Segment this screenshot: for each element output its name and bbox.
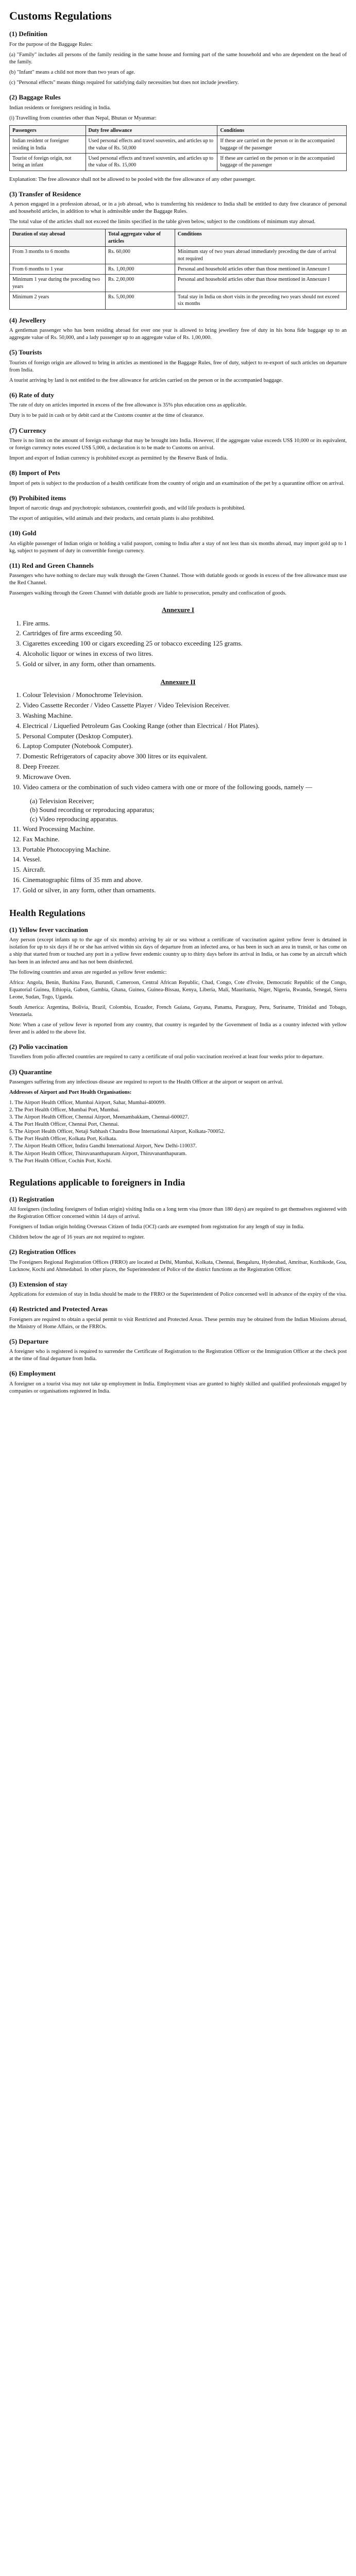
list-item: 3. Cigarettes exceeding 100 or cigars exceeding 25 or tobacco exceeding 125 grams. <box>23 639 347 649</box>
section-heading: (3) Quarantine <box>9 1067 52 1076</box>
annexure-1-title: Annexure I <box>162 606 194 614</box>
list-item: 14. Vessel. <box>23 855 347 865</box>
section-heading: (1) Definition <box>9 30 48 38</box>
addresses-intro: Addresses of Airport and Port Health Organisations: <box>9 1090 132 1096</box>
list-item: 9. Microwave Oven. <box>23 772 347 782</box>
list-item: 7. Domestic Refrigerators of capacity above 300 litres or its equivalent. <box>23 752 347 761</box>
section-para: A foreigner on a tourist visa may not take up employment in India. Employment visas are granted to highly skilled and qualified professionals engaged by companies or organisations registered in India. <box>9 1381 347 1394</box>
foreigners-title: Regulations applicable to foreigners in India <box>9 1177 185 1188</box>
section-para: (c) "Personal effects" means things required for satisfying daily necessities but does not include jewellery. <box>9 80 239 86</box>
table-cell: Used personal effects and travel souvenirs, and articles up to the value of Rs. 50,000 <box>86 136 217 154</box>
address-item: 5. The Airport Health Officer, Netaji Subhash Chandra Bose International Airport, Kolkata-700052. <box>9 1129 225 1135</box>
table-header: Duration of stay abroad <box>10 229 106 247</box>
section-heading: (5) Departure <box>9 1337 48 1345</box>
section-heading: (2) Polio vaccination <box>9 1043 68 1051</box>
table-cell: Personal and household articles other than those mentioned in Annexure I <box>175 275 346 292</box>
section-heading: (11) Red and Green Channels <box>9 561 94 569</box>
section-heading: (6) Rate of duty <box>9 391 55 399</box>
section-heading: (8) Import of Pets <box>9 469 60 477</box>
section-para: Import of narcotic drugs and psychotropic substances, counterfeit goods, and wild life products is prohibited. <box>9 505 246 511</box>
section-heading: (5) Tourists <box>9 348 42 357</box>
list-item: 10. Video camera or the combination of such video camera with one or more of the following goods, namely — <box>23 783 347 792</box>
table-cell: Rs. 1,00,000 <box>105 264 175 274</box>
section-para: Foreigners of Indian origin holding Overseas Citizen of India (OCI) cards are exempted from registration for any length of stay in India. <box>9 1224 304 1230</box>
table-cell: Personal and household articles other than those mentioned in Annexure I <box>175 264 346 274</box>
address-list <box>9 1099 347 1165</box>
table-cell: Rs. 2,00,000 <box>105 275 175 292</box>
address-item: 1. The Airport Health Officer, Mumbai Airport, Sahar, Mumbai-400099. <box>9 1100 166 1106</box>
section-para: (i) Travelling from countries other than Nepal, Bhutan or Myanmar: <box>9 115 157 121</box>
table-row <box>10 136 347 154</box>
section-heading: (9) Prohibited items <box>9 494 66 502</box>
list-item: 4. Alcoholic liquor or wines in excess of two litres. <box>23 649 347 659</box>
residence-table <box>9 229 347 310</box>
table-cell: From 6 months to 1 year <box>10 264 106 274</box>
address-item: 9. The Port Health Officer, Cochin Port, Kochi. <box>9 1158 112 1164</box>
explanation-text: Explanation: The free allowance shall not be allowed to be pooled with the free allowance of any other passenger. <box>9 176 256 182</box>
table-row <box>10 153 347 171</box>
table-header: Passengers <box>10 125 86 135</box>
list-item: 15. Aircraft. <box>23 865 347 875</box>
section-para: Tourists of foreign origin are allowed to bring in articles as mentioned in the Baggage Rules, free of duty, subject to re-export of such articles on departure from India. <box>9 360 347 373</box>
section-para: The Foreigners Regional Registration Offices (FRRO) are located at Delhi, Mumbai, Kolkata, Chennai, Bengaluru, Hyderabad, Amritsar, Kozhikode, Goa, Lucknow, Kochi and Ahmedabad. In other places, the Superintendent of Police of the district functions as the Registration Officer. <box>9 1259 347 1273</box>
table-cell: Minimum 2 years <box>10 292 106 310</box>
section-para: For the purpose of the Baggage Rules: <box>9 41 93 47</box>
address-item: 7. The Airport Health Officer, Indira Gandhi International Airport, New Delhi-110037. <box>9 1143 197 1149</box>
section-para: All foreigners (including foreigners of Indian origin) visiting India on a long term visa (more than 180 days) are required to get themselves registered with the Registration Officer concerned within 14 days of arrival. <box>9 1207 347 1220</box>
list-item: 13. Portable Photocopying Machine. <box>23 845 347 855</box>
section-heading: (10) Gold <box>9 529 37 537</box>
table-header: Total aggregate value of articles <box>105 229 175 247</box>
section-heading: (2) Baggage Rules <box>9 93 61 101</box>
section-para: Note: When a case of yellow fever is reported from any country, that country is regarded by the Government of India as a country infected with yellow fever and is added to the above list. <box>9 1022 347 1036</box>
list-item: 8. Deep Freezer. <box>23 762 347 772</box>
table-cell: If these are carried on the person or in the accompanied baggage of the passenger <box>217 136 347 154</box>
address-item: 3. The Airport Health Officer, Chennai Airport, Meenambakkam, Chennai-600027. <box>9 1114 189 1121</box>
section-para: Import and export of Indian currency is prohibited except as permitted by the Reserve Bank of India. <box>9 455 228 462</box>
list-item: 2. Cartridges of fire arms exceeding 50. <box>23 629 347 638</box>
address-item: 8. The Airport Health Officer, Thiruvananthapuram Airport, Thiruvananthapuram. <box>9 1150 187 1157</box>
list-item: 1. Colour Television / Monochrome Television. <box>23 690 347 700</box>
health-content <box>9 925 347 1165</box>
section-para: An eligible passenger of Indian origin or holding a valid passport, coming to India after a stay of not less than six months abroad, may import gold up to 1 kg, subject to payment of duty in convertible foreign currency. <box>9 540 347 554</box>
table-cell: From 3 months to 6 months <box>10 247 106 264</box>
list-item: (b) Sound recording or reproducing apparatus; <box>30 806 155 814</box>
section-para: (b) "Infant" means a child not more than two years of age. <box>9 70 135 76</box>
allowance-table <box>9 125 347 171</box>
list-item: 12. Fax Machine. <box>23 835 347 844</box>
section-para: Import of pets is subject to the production of a health certificate from the country of origin and an examination of the pet by a quarantine officer on arrival. <box>9 480 345 486</box>
section-para: Foreigners are required to obtain a special permit to visit Restricted and Protected Areas. These permits may be obtained from the Indian Missions abroad, the Ministry of Home Affairs, or the FRROs. <box>9 1316 347 1330</box>
section-heading: (3) Extension of stay <box>9 1280 68 1288</box>
section-para: Africa: Angola, Benin, Burkina Faso, Burundi, Cameroon, Central African Republic, Chad, Congo, Cote d'Ivoire, Democratic Republic of the Congo, Equatorial Guinea, Ethiopia, Gabon, Gambia, Ghana, Guinea, Guinea-Bissau, Kenya, Liberia, Mali, Mauritania, Niger, Nigeria, Rwanda, Senegal, Sierra Leone, Sudan, Togo, Uganda. <box>9 979 347 1000</box>
section-para: (a) "Family" includes all persons of the family residing in the same house and forming part of the same household and who are dependent on the head of the family. <box>9 52 347 65</box>
annexure-2-list <box>9 690 347 792</box>
annexure-1-list <box>9 619 347 669</box>
table-row <box>10 264 347 274</box>
section-para: A gentleman passenger who has been residing abroad for over one year is allowed to bring jewellery free of duty in his bona fide baggage up to an aggregate value of Rs. 50,000, and a lady passenger up to an aggregate value of Rs. 1,00,000. <box>9 328 347 341</box>
list-item: (c) Video reproducing apparatus. <box>30 815 118 823</box>
customs-sections <box>9 29 347 122</box>
foreigners-content <box>9 1195 347 1395</box>
list-item: 4. Electrical / Liquefied Petroleum Gas Cooking Range (other than Electrical / Hot Plates). <box>23 721 347 731</box>
address-item: 2. The Port Health Officer, Mumbai Port, Mumbai. <box>9 1107 120 1113</box>
section-heading: (3) Transfer of Residence <box>9 190 81 198</box>
address-item: 4. The Port Health Officer, Chennai Port, Chennai. <box>9 1122 119 1128</box>
section-para: Any person (except infants up to the age of six months) arriving by air or sea without a certificate of vaccination against yellow fever is detained in isolation for up to six days if he or she has arrived within six days of departure from an infected area, or has been in such an area in transit, or has come on a ship that started from or touched any port in a yellow fever endemic country up to thirty days before its arrival in India, or has come by an aircraft which has been in an infected area and has not been disinfected. <box>9 937 347 965</box>
table-cell: Minimum 1 year during the preceding two years <box>10 275 106 292</box>
section-para: Applications for extension of stay in India should be made to the FRRO or the Superintendent of Police concerned well in advance of the expiry of the visa. <box>9 1292 347 1298</box>
table-header: Conditions <box>175 229 346 247</box>
section-heading: (4) Restricted and Protected Areas <box>9 1305 108 1313</box>
annexure-2-sublist <box>9 796 347 823</box>
table-cell: Indian resident or foreigner residing in India <box>10 136 86 154</box>
section-para: South America: Argentina, Bolivia, Brazil, Colombia, Ecuador, French Guiana, Guyana, Panama, Paraguay, Peru, Suriname, Trinidad and Tobago, Venezuela. <box>9 1004 347 1018</box>
table-cell: Rs. 60,000 <box>105 247 175 264</box>
section-para: The total value of the articles shall not exceed the limits specified in the table given below, subject to the conditions of minimum stay abroad. <box>9 219 316 225</box>
section-para: A person engaged in a profession abroad, or in a job abroad, who is transferring his residence to India shall be entitled to duty free clearance of personal and household articles, in addition to what is admissible under the Baggage Rules. <box>9 201 347 215</box>
section-heading: (1) Yellow fever vaccination <box>9 925 88 934</box>
section-para: Indian residents or foreigners residing in India. <box>9 105 111 111</box>
health-title: Health Regulations <box>9 907 86 918</box>
table-cell: Rs. 5,00,000 <box>105 292 175 310</box>
list-item: 3. Washing Machine. <box>23 711 347 721</box>
section-para: A foreigner who is registered is required to surrender the Certificate of Registration to the Registration Officer or the Immigration Officer at the check post at the time of final departure from India. <box>9 1349 347 1362</box>
section-para: There is no limit on the amount of foreign exchange that may be brought into India. However, if the aggregate value exceeds US$ 10,000 or its equivalent, or foreign currency notes exceed US$ 5,000, a declaration is to be made to Customs on arrival. <box>9 437 347 451</box>
list-item: 17. Gold or silver, in any form, other than ornaments. <box>23 886 347 895</box>
section-heading: (7) Currency <box>9 426 46 434</box>
section-para: Children below the age of 16 years are not required to register. <box>9 1234 145 1241</box>
list-item: 5. Personal Computer (Desktop Computer). <box>23 732 347 741</box>
section-para: The following countries and areas are regarded as yellow fever endemic: <box>9 969 167 975</box>
table-header: Conditions <box>217 125 347 135</box>
section-para: Passengers suffering from any infectious disease are required to report to the Health Officer at the airport or seaport on arrival. <box>9 1079 283 1085</box>
annexure-2-title: Annexure II <box>160 677 196 686</box>
section-para: The rate of duty on articles imported in excess of the free allowance is 35% plus education cess as applicable. <box>9 402 247 409</box>
table-header: Duty free allowance <box>86 125 217 135</box>
list-item: 2. Video Cassette Recorder / Video Cassette Player / Video Television Receiver. <box>23 701 347 710</box>
section-para: Travellers from polio affected countries are required to carry a certificate of oral polio vaccination received at least four weeks prior to departure. <box>9 1054 324 1060</box>
section-heading: (2) Registration Offices <box>9 1248 76 1256</box>
section-para: Duty is to be paid in cash or by debit card at the Customs counter at the time of clearance. <box>9 413 204 419</box>
customs-title: Customs Regulations <box>9 9 112 22</box>
list-item: 1. Fire arms. <box>23 619 347 629</box>
section-heading: (1) Registration <box>9 1195 55 1203</box>
list-item: 6. Laptop Computer (Notebook Computer). <box>23 741 347 751</box>
section-para: Passengers walking through the Green Channel with dutiable goods are liable to prosecution, penalty and confiscation of goods. <box>9 590 286 597</box>
annexure-2-list-continued <box>9 824 347 895</box>
customs-more-sections <box>9 316 347 597</box>
table-row <box>10 247 347 264</box>
section-heading: (4) Jewellery <box>9 316 46 324</box>
section-para: A tourist arriving by land is not entitled to the free allowance for articles carried on the person or in the accompanied baggage. <box>9 377 283 383</box>
section-heading: (6) Employment <box>9 1369 56 1378</box>
list-item: 5. Gold or silver, in any form, other than ornaments. <box>23 659 347 669</box>
list-item: 11. Word Processing Machine. <box>23 824 347 834</box>
table-cell: If these are carried on the person or in the accompanied baggage of the passenger <box>217 153 347 171</box>
table-cell: Used personal effects and travel souvenirs, and articles up to the value of Rs. 15,000 <box>86 153 217 171</box>
section-para: The export of antiquities, wild animals and their products, and certain plants is also prohibited. <box>9 516 215 522</box>
table-row <box>10 292 347 310</box>
address-item: 6. The Port Health Officer, Kolkata Port, Kolkata. <box>9 1136 117 1142</box>
table-cell: Total stay in India on short visits in the preceding two years should not exceed six months <box>175 292 346 310</box>
table-row <box>10 275 347 292</box>
table-cell: Minimum stay of two years abroad immediately preceding the date of arrival not required <box>175 247 346 264</box>
section-para: Passengers who have nothing to declare may walk through the Green Channel. Those with dutiable goods or goods in excess of the free allowance must use the Red Channel. <box>9 573 347 586</box>
list-item: 16. Cinematographic films of 35 mm and above. <box>23 875 347 885</box>
list-item: (a) Television Receiver; <box>30 796 94 805</box>
table-cell: Tourist of foreign origin, not being an infant <box>10 153 86 171</box>
